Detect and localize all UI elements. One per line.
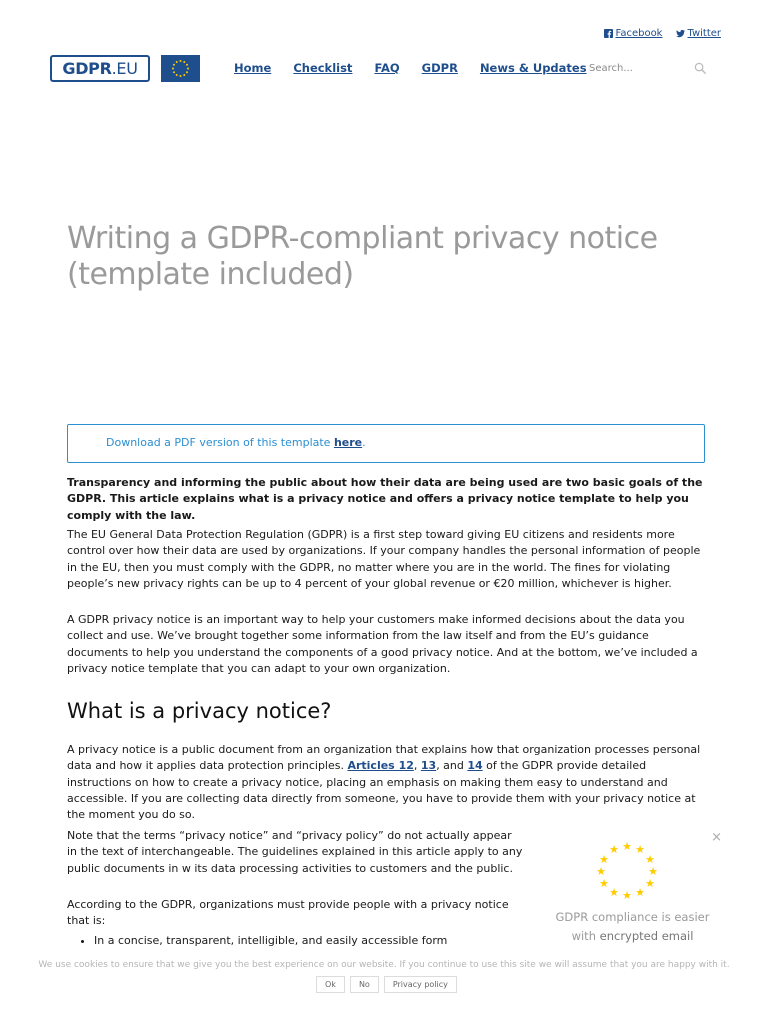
logo-suffix-text: .EU (111, 59, 138, 78)
article-paragraph-3 (67, 742, 707, 823)
site-logo[interactable] (50, 55, 150, 82)
facebook-label: Facebook (615, 28, 663, 39)
section-heading: What is a privacy notice? (67, 699, 332, 723)
cookie-text: We use cookies to ensure that we give you the best experience on our website. If you continue to use this site we will assume that you are happy with it. (38, 960, 730, 970)
nav-faq[interactable]: FAQ (374, 61, 400, 75)
svg-text:★: ★ (596, 865, 606, 878)
article-paragraph-5: According to the GDPR, organizations must provide people with a privacy notice that is: (67, 898, 509, 928)
eu-flag-icon (161, 55, 200, 82)
promo-line-1: GDPR compliance is easier (555, 910, 710, 924)
download-here-link[interactable]: here (333, 436, 363, 449)
cookie-banner (0, 960, 768, 1000)
svg-text:★: ★ (622, 889, 632, 902)
nav-checklist[interactable]: Checklist (293, 61, 353, 75)
encrypted-email-promo[interactable] (540, 830, 725, 950)
article-paragraph-2: A GDPR privacy notice is an important way to help your customers make informed decisions about the data you collect and use. We’ve brought together some information from the law itself and from the EU’s guidance documents to help you understand the components of a good privacy notice. And at the bottom, we’ve included a privacy notice template that you can adapt to your own organization. (67, 613, 698, 675)
nav-news-updates[interactable]: News & Updates (479, 61, 587, 75)
list-item: • In a concise, transparent, intelligible, and easily accessible form (94, 934, 447, 947)
main-nav (234, 61, 587, 75)
p3-text-b: of the GDPR provide detailed instructions on how to create a privacy notice, placing an emphasis on making them easy to understand and accessible. If you are collecting data directly from someone, you have to provide them with your privacy notice at the moment you do so. (67, 759, 696, 822)
twitter-label: Twitter (687, 28, 721, 39)
eu-stars-icon (592, 836, 662, 902)
articles-12-link[interactable]: Articles 12 (347, 759, 414, 773)
facebook-link[interactable] (604, 28, 662, 39)
nav-gdpr[interactable]: GDPR (421, 61, 458, 75)
cookie-privacy-policy-button[interactable]: Privacy policy (384, 976, 457, 993)
p3-sep-1: , (413, 759, 421, 773)
cookie-ok-button[interactable]: Ok (316, 976, 345, 993)
p3-sep-2: , and (436, 759, 468, 773)
download-callout (67, 424, 705, 463)
svg-text:★: ★ (645, 853, 655, 866)
requirements-list (94, 934, 447, 947)
download-label: Download a PDF version of this template (106, 436, 334, 449)
promo-line-2-b: encrypted email (599, 929, 694, 943)
svg-text:★: ★ (622, 840, 632, 853)
download-text (106, 436, 366, 449)
promo-line-2-a: with (571, 929, 600, 943)
twitter-link[interactable] (676, 28, 721, 39)
search-input[interactable] (589, 63, 679, 74)
twitter-icon (676, 29, 685, 38)
facebook-icon (604, 29, 613, 38)
search-box (589, 59, 707, 77)
svg-text:★: ★ (599, 853, 609, 866)
logo-bold-text: GDPR (62, 59, 112, 78)
search-icon[interactable] (694, 62, 707, 75)
promo-line-2 (540, 929, 725, 943)
p3-text-a: A privacy notice is a public document from an organization that explains how that organization processes personal data and how it applies data protection principles. (67, 743, 701, 773)
svg-text:★: ★ (599, 877, 609, 890)
article-paragraph-4: Note that the terms “privacy notice” and “privacy policy” do not actually appear in the text of interchangeable. The guidelines explained in this article apply to any public documents in w its data processing activities to customers and the public. (67, 829, 523, 875)
svg-text:★: ★ (645, 877, 655, 890)
nav-home[interactable]: Home (234, 61, 272, 75)
social-links (604, 28, 721, 39)
cookie-no-button[interactable]: No (350, 976, 379, 993)
svg-text:★: ★ (635, 843, 645, 856)
cookie-buttons (316, 976, 457, 993)
article-lead: Transparency and informing the public about how their data are being used are two basic goals of the GDPR. This article explains what is a privacy notice and offers a privacy notice template to help you comply with the law. (67, 476, 703, 522)
svg-text:★: ★ (648, 865, 658, 878)
svg-text:★: ★ (635, 886, 645, 899)
close-icon[interactable]: × (711, 830, 722, 845)
article-14-link[interactable]: 14 (467, 759, 483, 773)
article-paragraph-1: The EU General Data Protection Regulation (GDPR) is a first step toward giving EU citizens and residents more control over how their data are used by organizations. If your company handles the personal information of people in the EU, then you must comply with the GDPR, no matter where you are in the world. The fines for violating people’s new privacy rights can be up to 4 percent of your global revenue or €20 million, whichever is higher. (67, 528, 701, 590)
page-title: Writing a GDPR-compliant privacy notice (template included) (67, 221, 658, 292)
svg-text:★: ★ (609, 886, 619, 899)
download-end: . (362, 436, 366, 449)
svg-text:★: ★ (609, 843, 619, 856)
article-13-link[interactable]: 13 (420, 759, 437, 773)
